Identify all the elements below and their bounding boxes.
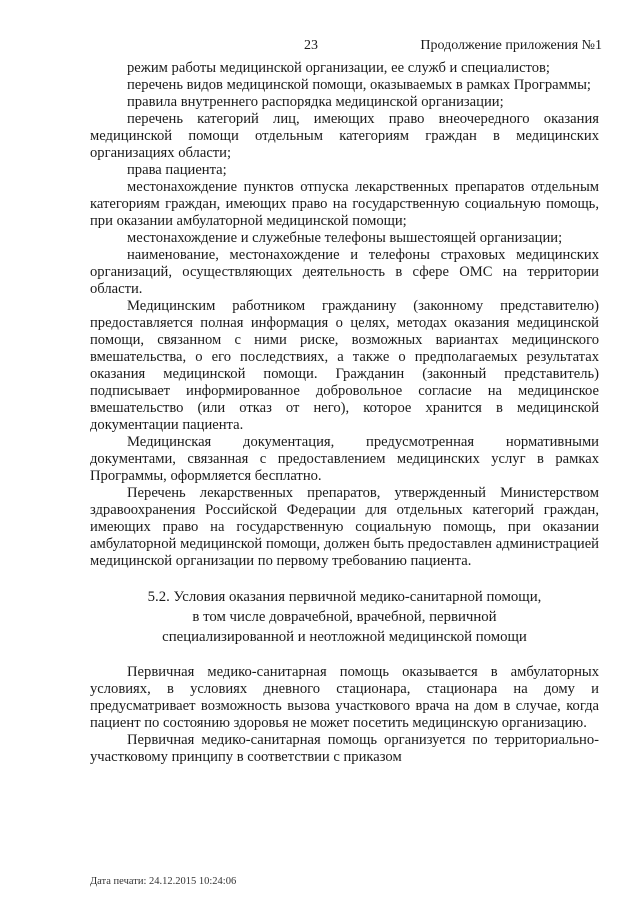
paragraph: Первичная медико-санитарная помощь оказывается в амбулаторных условиях, в условиях дневного стационара, стационара на дому и предусматривает возможность вызова участкового врача на дом в случае, когда пациент по состоянию здоровья не может посетить медицинскую организацию.	[90, 664, 599, 731]
section-title-line: в том числе доврачебной, врачебной, первичной	[192, 609, 497, 625]
paragraph: правила внутреннего распорядка медицинской организации;	[127, 94, 504, 110]
paragraph: перечень категорий лиц, имеющих право внеочередного оказания медицинской помощи отдельным категориям граждан в медицинских организациях области;	[90, 111, 599, 161]
paragraph: перечень видов медицинской помощи, оказываемых в рамках Программы;	[127, 77, 591, 93]
document-body	[90, 60, 599, 766]
paragraph: Медицинская документация, предусмотренная нормативными документами, связанная с предоставлением медицинских услуг в рамках Программы, оформляется бесплатно.	[90, 434, 599, 484]
page-number: 23	[304, 38, 318, 53]
paragraph: местонахождение пунктов отпуска лекарственных препаратов отдельным категориям граждан, имеющих право на государственную социальную помощь, при оказании амбулаторной медицинской помощи;	[90, 179, 599, 229]
print-date: Дата печати: 24.12.2015 10:24:06	[90, 876, 237, 887]
paragraph: Первичная медико-санитарная помощь организуется по территориально-участковому принципу в соответствии с приказом	[90, 732, 599, 765]
paragraph: права пациента;	[127, 162, 227, 178]
paragraph: Медицинским работником гражданину (законному представителю) предоставляется полная информация о целях, методах оказания медицинской помощи, связанном с ними риске, возможных вариантах медицинского вмешательства, о его последствиях, а также о предполагаемых результатах оказания медицинской помощи. Гражданин (законный представитель) подписывает информированное добровольное согласие на медицинское вмешательство (или отказ от него), которое хранится в медицинской документации пациента.	[90, 298, 599, 433]
paragraph: наименование, местонахождение и телефоны страховых медицинских организаций, осуществляющих деятельность в сфере ОМС на территории области.	[90, 247, 599, 297]
paragraph: Перечень лекарственных препаратов, утвержденный Министерством здравоохранения Российской Федерации для отдельных категорий граждан, имеющих право на государственную социальную помощь, при оказании амбулаторной медицинской помощи, должен быть предоставлен администрацией медицинской организации по первому требованию пациента.	[90, 485, 599, 569]
section-title-line: 5.2. Условия оказания первичной медико-санитарной помощи,	[147, 589, 542, 605]
appendix-note: Продолжение приложения №1	[420, 38, 602, 53]
paragraph: местонахождение и служебные телефоны вышестоящей организации;	[127, 230, 563, 246]
section-heading	[90, 587, 599, 647]
section-title-line: специализированной и неотложной медицинской помощи	[162, 629, 527, 645]
paragraph: режим работы медицинской организации, ее служб и специалистов;	[127, 60, 550, 76]
